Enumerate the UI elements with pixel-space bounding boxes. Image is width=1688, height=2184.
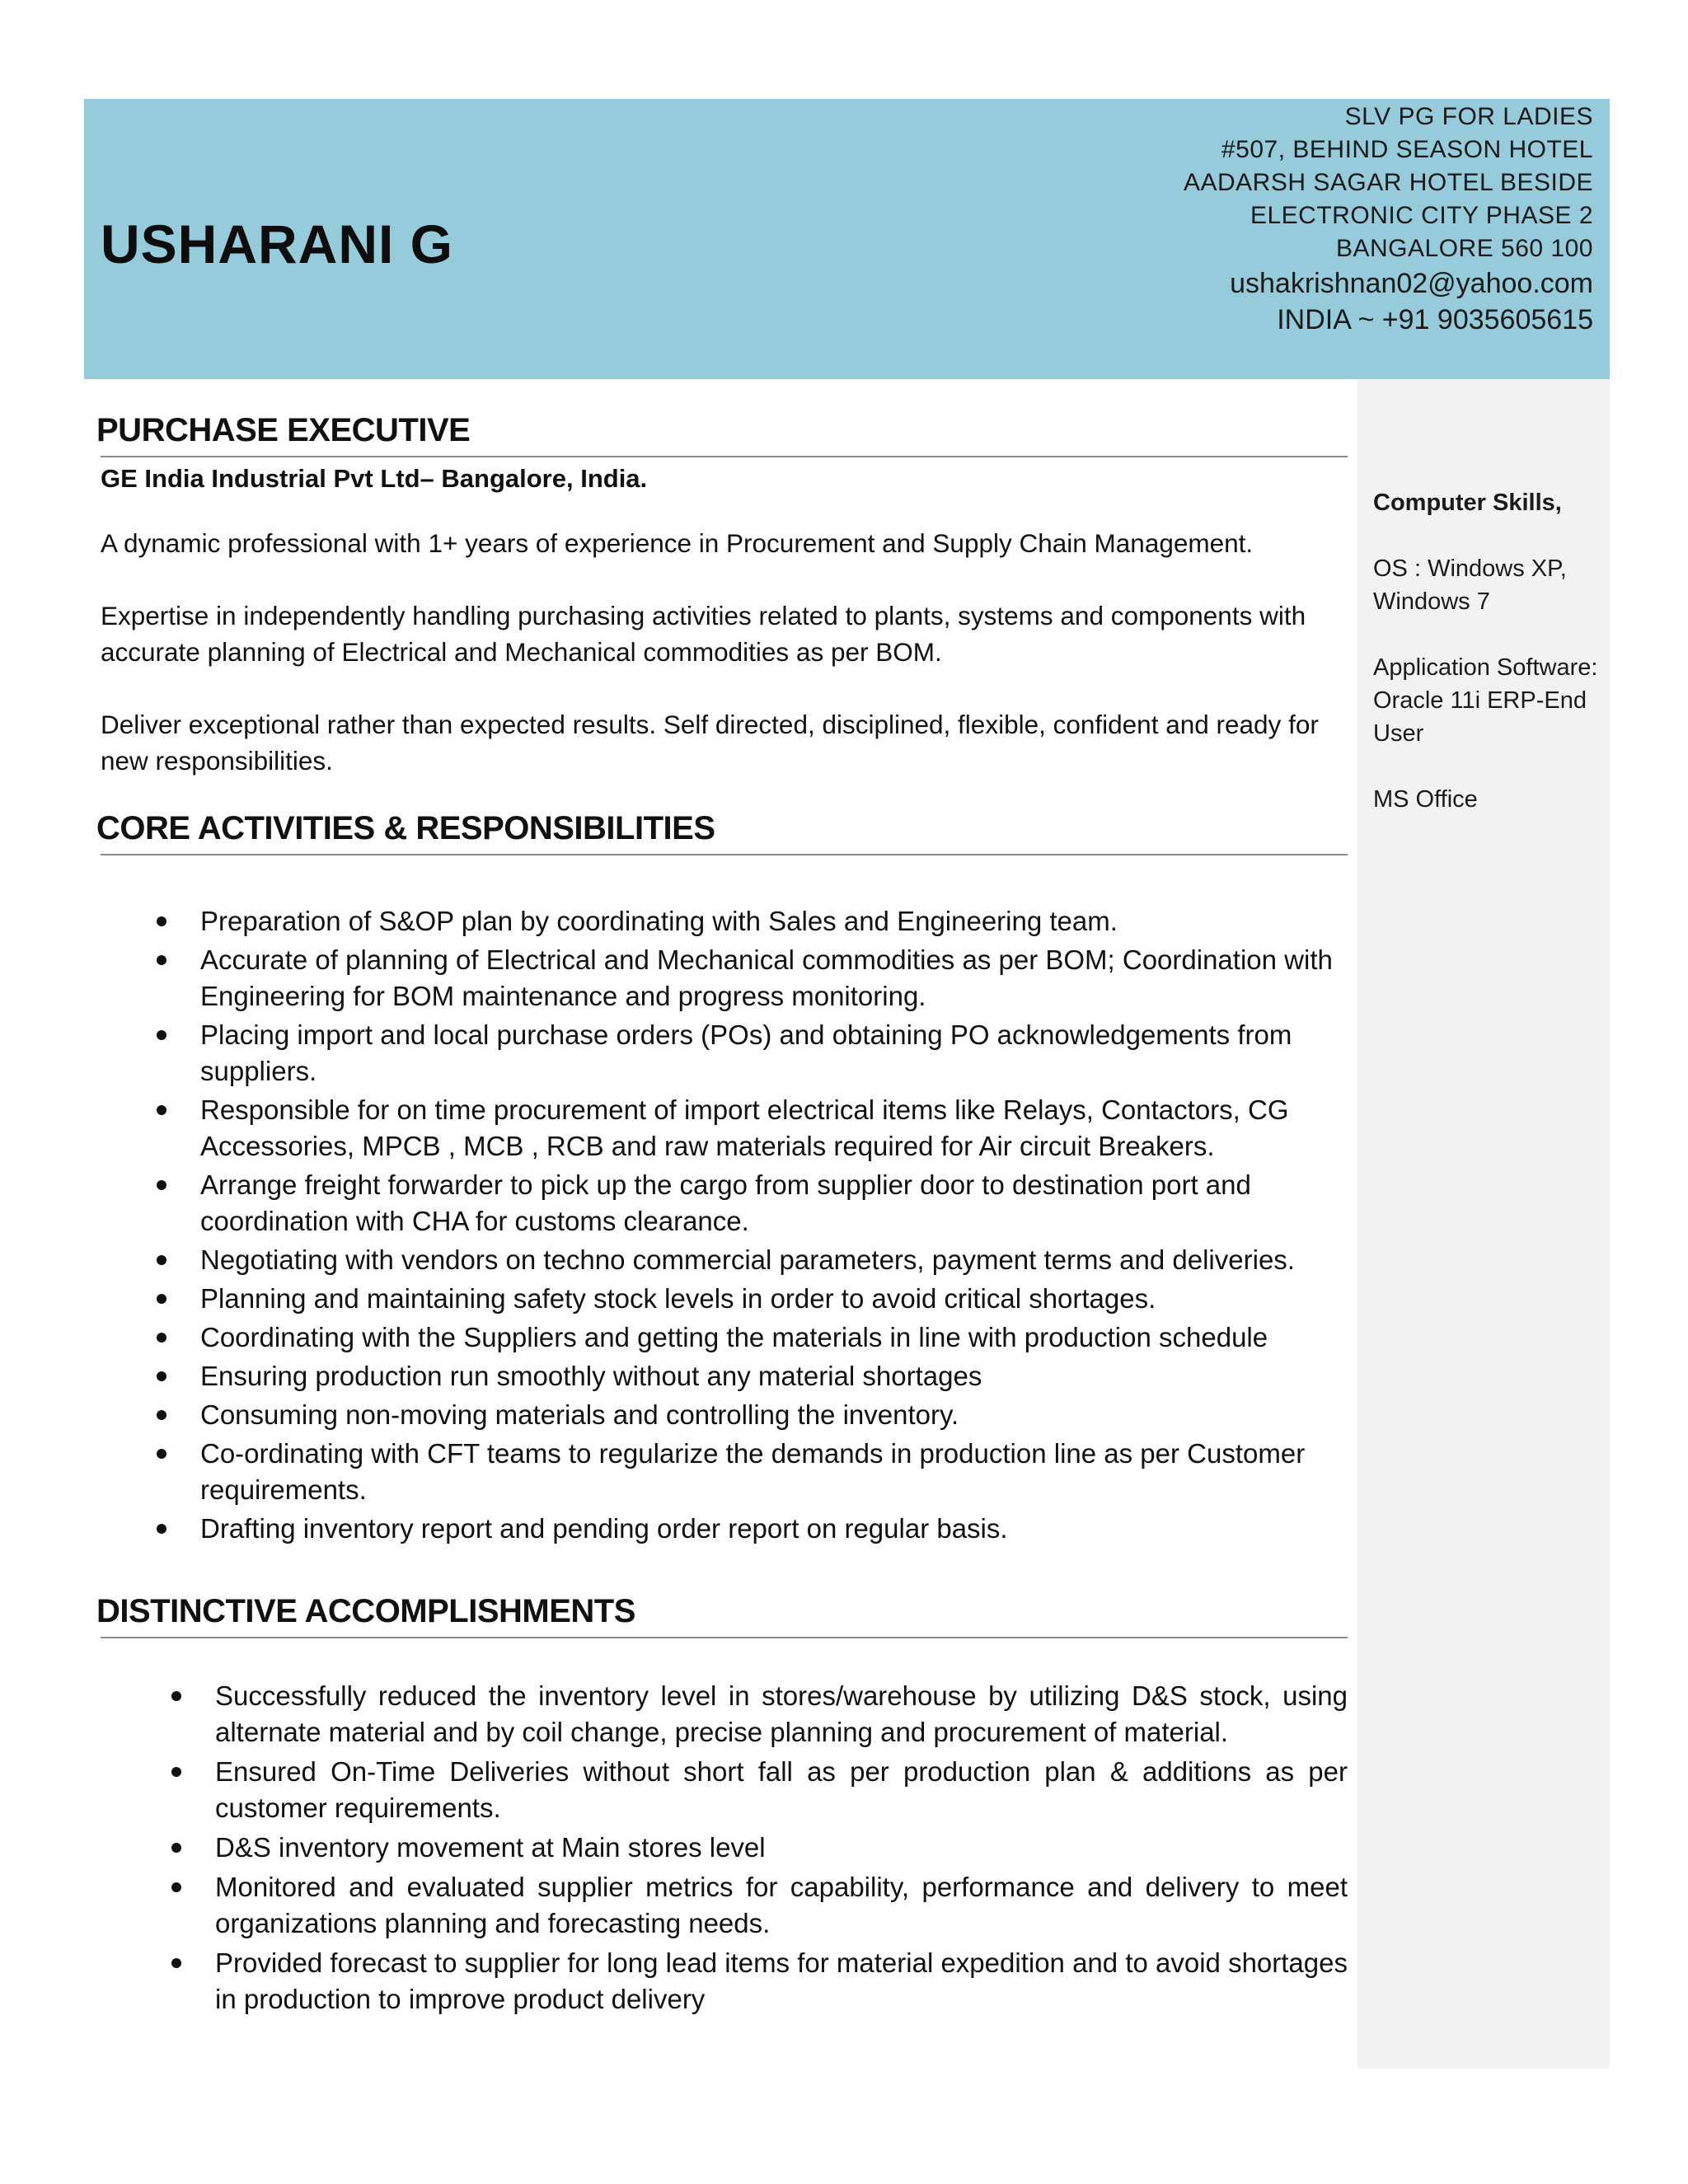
bullet-icon [171, 1882, 181, 1892]
bullet-icon [157, 1180, 166, 1190]
accomplishments-list [95, 1678, 1348, 2018]
main-content [95, 412, 1348, 2021]
list-item: Placing import and local purchase orders (POs) and obtaining PO acknowledgements from suppliers. [95, 1017, 1348, 1090]
list-item: Co-ordinating with CFT teams to regularize the demands in production line as per Customer requirements. [95, 1436, 1348, 1508]
bullet-icon [171, 1958, 181, 1968]
bullet-icon [157, 1371, 166, 1381]
bullet-icon [157, 1410, 166, 1420]
skill-ms-office: MS Office [1373, 786, 1478, 813]
list-item: Monitored and evaluated supplier metrics for capability, performance and delivery to meet organizations planning and forecasting needs. [95, 1869, 1348, 1942]
email-link[interactable]: ushakrishnan02@yahoo.com [1230, 268, 1593, 299]
skills-sidebar [1357, 379, 1610, 2069]
bullet-icon [157, 1030, 166, 1040]
profile-paragraph: A dynamic professional with 1+ years of experience in Procurement and Supply Chain Management. [101, 528, 1254, 558]
list-item: Accurate of planning of Electrical and Mechanical commodities as per BOM; Coordination with Engineering for BOM maintenance and progress monitoring. [95, 942, 1348, 1015]
list-item: Consuming non-moving materials and controlling the inventory. [95, 1397, 1348, 1433]
core-activities-list [95, 903, 1348, 1547]
list-item: Successfully reduced the inventory level in stores/warehouse by utilizing D&S stock, using alternate material and by coil change, precise planning and procurement of material. [95, 1678, 1348, 1750]
skill-os: OS : Windows XP, Windows 7 [1373, 555, 1567, 615]
bullet-icon [171, 1691, 181, 1701]
list-item: Preparation of S&OP plan by coordinating with Sales and Engineering team. [95, 903, 1348, 940]
list-item: Negotiating with vendors on techno commercial parameters, payment terms and deliveries. [95, 1242, 1348, 1278]
bullet-icon [171, 1767, 181, 1777]
list-item: Arrange freight forwarder to pick up the cargo from supplier door to destination port and coordination with CHA for customs clearance. [95, 1167, 1348, 1240]
address-line: ELECTRONIC CITY PHASE 2 [1250, 202, 1593, 229]
bullet-icon [157, 1333, 166, 1343]
bullet-icon [157, 1255, 166, 1265]
bullet-icon [157, 1449, 166, 1459]
list-item: D&S inventory movement at Main stores level [95, 1830, 1348, 1866]
address-line: AADARSH SAGAR HOTEL BESIDE [1183, 169, 1593, 196]
phone-number: INDIA ~ +91 9035605615 [1277, 304, 1593, 335]
section-title-accomplishments: DISTINCTIVE ACCOMPLISHMENTS [101, 1593, 1348, 1638]
company-line: GE India Industrial Pvt Ltd– Bangalore, India. [101, 464, 648, 493]
address-line: #507, BEHIND SEASON HOTEL [1221, 136, 1593, 163]
list-item: Coordinating with the Suppliers and getting the materials in line with production schedule [95, 1319, 1348, 1356]
bullet-icon [157, 916, 166, 926]
profile-paragraph: Expertise in independently handling purchasing activities related to plants, systems and components with accurate planning of Electrical and Mechanical commodities as per BOM. [101, 601, 1306, 667]
list-item: Planning and maintaining safety stock levels in order to avoid critical shortages. [95, 1281, 1348, 1317]
section-title-purchase-executive: PURCHASE EXECUTIVE [101, 412, 1348, 457]
list-item: Provided forecast to supplier for long lead items for material expedition and to avoid shortages in production to improve product delivery [95, 1945, 1348, 2018]
resume-header [84, 99, 1610, 379]
bullet-icon [157, 1294, 166, 1304]
profile-paragraph: Deliver exceptional rather than expected results. Self directed, disciplined, flexible, confident and ready for new responsibilities. [101, 710, 1319, 776]
list-item: Responsible for on time procurement of import electrical items like Relays, Contactors, CG Accessories, MPCB , MCB , RCB and raw materials required for Air circuit Breakers. [95, 1092, 1348, 1165]
contact-block [1184, 99, 1593, 338]
address-block [1184, 101, 1593, 265]
address-line: SLV PG FOR LADIES [1344, 103, 1593, 130]
list-item: Drafting inventory report and pending order report on regular basis. [95, 1511, 1348, 1547]
bullet-icon [157, 955, 166, 965]
skills-title: Computer Skills, [1373, 490, 1562, 516]
skill-application-software: Application Software: Oracle 11i ERP-End User [1373, 654, 1598, 747]
bullet-icon [157, 1105, 166, 1115]
section-title-core-activities: CORE ACTIVITIES & RESPONSIBILITIES [101, 810, 1348, 855]
list-item: Ensuring production run smoothly without any material shortages [95, 1358, 1348, 1394]
bullet-icon [157, 1524, 166, 1534]
bullet-icon [171, 1843, 181, 1853]
address-line: BANGALORE 560 100 [1335, 235, 1593, 262]
candidate-name: USHARANI G [101, 213, 454, 274]
list-item: Ensured On-Time Deliveries without short fall as per production plan & additions as per customer requirements. [95, 1754, 1348, 1826]
